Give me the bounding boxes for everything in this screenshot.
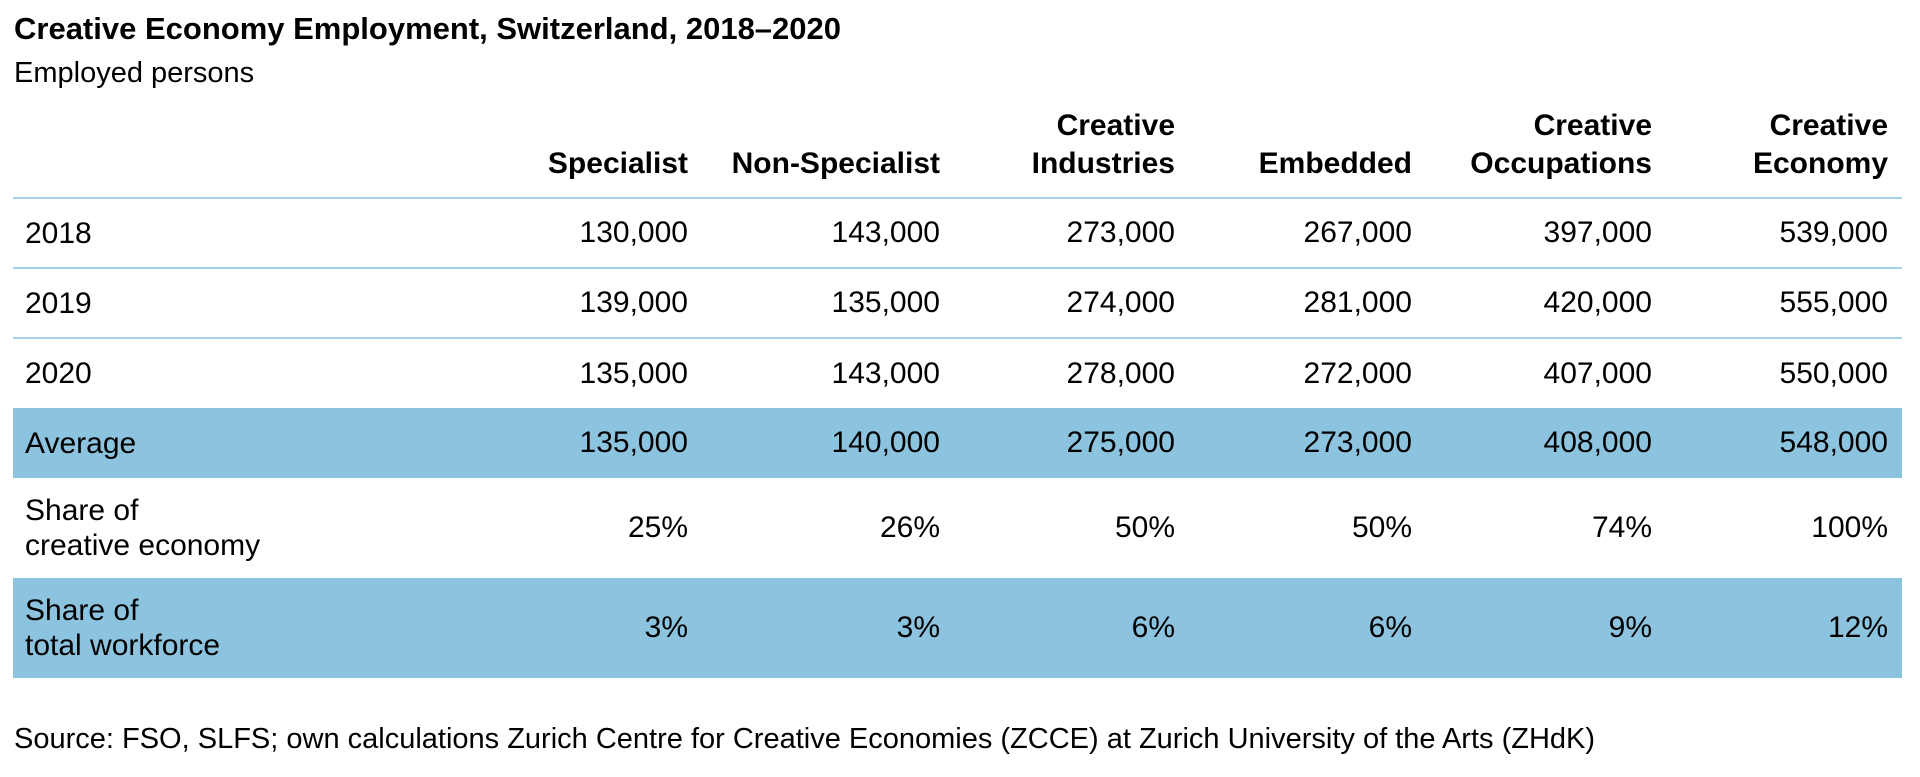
column-header-specialist: Specialist [453,91,702,198]
row-label: 2019 [13,268,453,338]
value-cell: 548,000 [1666,408,1902,478]
column-header-creative-occupations: Creative Occupations [1426,91,1666,198]
value-cell: 6% [954,578,1189,678]
row-2020 [13,338,1902,408]
row-label: 2018 [25,216,92,250]
value-cell: 143,000 [831,216,940,249]
value-cell: 281,000 [1189,268,1426,338]
value-cell: 397,000 [1543,216,1652,249]
value-cell: 274,000 [954,268,1189,338]
figure-subtitle: Employed persons [14,57,255,89]
value-cell: 143,000 [702,338,954,408]
column-header-embedded: Embedded [1189,91,1426,198]
value-cell: 555,000 [1666,268,1902,338]
figure-title: Creative Economy Employment, Switzerland, 2018–2020 [14,11,842,46]
column-header-non-specialist: Non-Specialist [702,91,954,198]
value-cell: 100% [1811,511,1888,544]
column-header-empty [13,91,453,198]
value-cell: 273,000 [1066,216,1175,249]
row-share-of-total-workforce [13,578,1902,678]
value-cell: 3% [453,578,702,678]
value-cell: 539,000 [1779,216,1888,249]
value-cell: 135,000 [702,268,954,338]
column-header-creative-industries: Creative Industries [954,91,1189,198]
value-cell: 275,000 [954,408,1189,478]
value-cell: 74% [1591,511,1652,544]
row-label: Share of creative economy [25,494,261,562]
row-2018 [13,198,1902,268]
header-row [13,91,1902,198]
value-cell: 272,000 [1189,338,1426,408]
row-label: 2020 [13,338,453,408]
value-cell: 407,000 [1426,338,1666,408]
employment-table [13,91,1902,678]
value-cell: 135,000 [453,338,702,408]
value-cell: 550,000 [1666,338,1902,408]
value-cell: 25% [627,511,688,544]
row-label: Share of total workforce [13,578,453,678]
value-cell: 50% [1114,511,1175,544]
row-average [13,408,1902,478]
value-cell: 9% [1426,578,1666,678]
value-cell: 140,000 [702,408,954,478]
value-cell: 130,000 [579,216,688,249]
value-cell: 408,000 [1426,408,1666,478]
source-note: Source: FSO, SLFS; own calculations Zurich Centre for Creative Economies (ZCCE) at Zurich University of the Arts (ZHdK) [14,723,1596,755]
value-cell: 135,000 [453,408,702,478]
value-cell: 6% [1189,578,1426,678]
value-cell: 12% [1666,578,1902,678]
column-header-creative-economy: Creative Economy [1666,91,1902,198]
value-cell: 273,000 [1189,408,1426,478]
row-2019 [13,268,1902,338]
value-cell: 278,000 [954,338,1189,408]
value-cell: 267,000 [1303,216,1412,249]
value-cell: 26% [879,511,940,544]
value-cell: 50% [1351,511,1412,544]
row-label: Average [13,408,453,478]
value-cell: 139,000 [453,268,702,338]
value-cell: 3% [702,578,954,678]
row-share-of-creative-economy [13,478,1902,578]
value-cell: 420,000 [1426,268,1666,338]
